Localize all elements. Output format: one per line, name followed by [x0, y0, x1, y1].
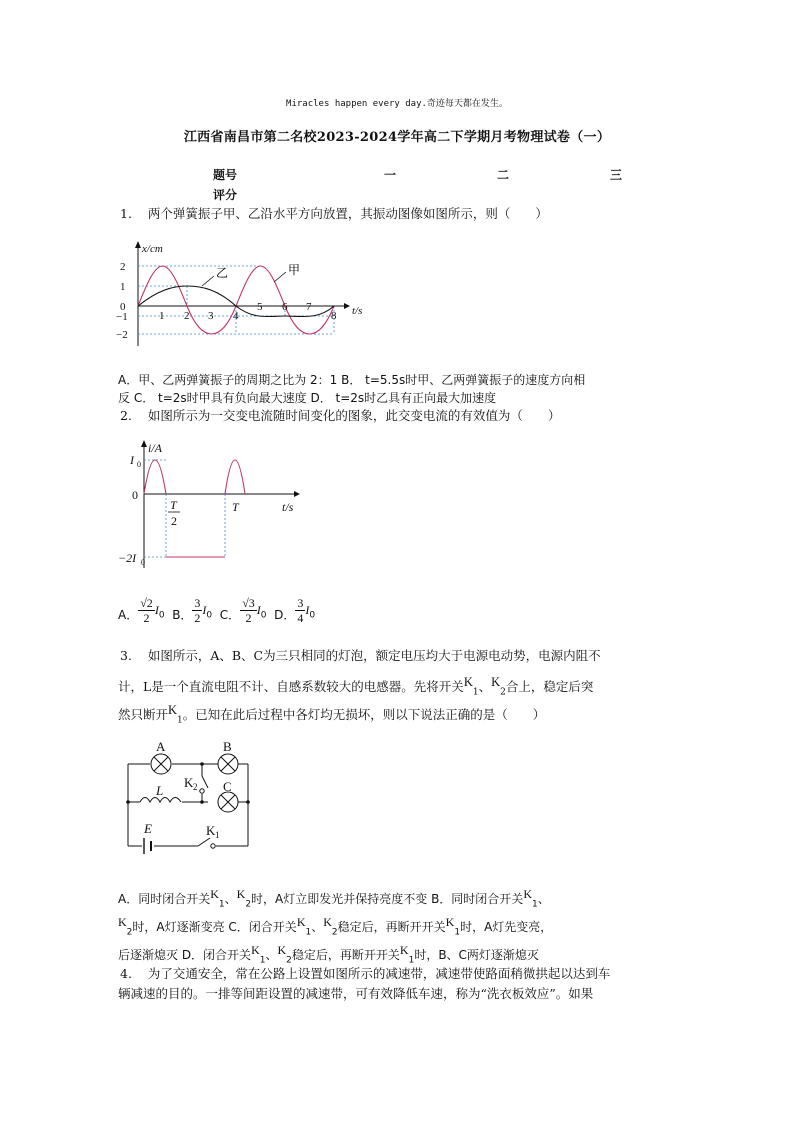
- k1-label: K: [206, 823, 216, 838]
- q3-number: 3.: [120, 648, 132, 663]
- label-jia: 甲: [288, 263, 301, 277]
- q3-options-line3: 后逐渐熄灭 D．闭合开关$K_1$、$K_2$稳定后，再断开开关$K_1$时，B、C两灯逐渐熄灭: [118, 943, 539, 966]
- x-tick-2: 2: [184, 310, 190, 322]
- y-tick-neg1: −1: [116, 311, 128, 323]
- q2-option-d-label: D．: [274, 608, 296, 623]
- score-row-label: 评分: [213, 188, 238, 202]
- y-tick-2: 2: [120, 261, 126, 273]
- y-tick-0: 0: [120, 301, 126, 313]
- q1-stem: [120, 204, 548, 224]
- battery-label: E: [144, 821, 152, 836]
- q2-current-graph: [118, 438, 308, 578]
- q2-neg-label: −2I: [118, 551, 137, 565]
- page-title: 江西省南昌市第二名校2023-2024学年高二下学期月考物理试卷（一）: [183, 130, 611, 145]
- x-tick-7: 7: [306, 301, 312, 313]
- k2-sub: 2: [193, 782, 198, 792]
- q2-T-label: T: [232, 500, 239, 514]
- q2-origin: 0: [132, 488, 138, 502]
- q2-option-c: $\frac{√3}{2}$: [242, 596, 255, 625]
- q2-stem-text: 如图所示为一交变电流随时间变化的图象，此交变电流的有效值为（ ）: [147, 408, 561, 423]
- x-tick-4: 4: [233, 310, 239, 322]
- x-axis-label: t/s: [352, 305, 363, 317]
- motto: Miracles happen every day.奇迹每天都在发生。: [286, 99, 508, 109]
- label-yi: 乙: [216, 266, 229, 280]
- q2-option-c-label: C．: [219, 608, 241, 623]
- x-tick-1: 1: [159, 310, 165, 322]
- q3-circuit-diagram: [120, 738, 260, 856]
- q1-options-line2: 反 C． t=2s时甲具有负向最大速度 D． t=2s时乙具有正向最大加速度: [118, 391, 497, 405]
- q2-option-a: $\frac{√2}{2}$: [140, 596, 153, 625]
- q2-neg-sub: 0: [141, 558, 145, 567]
- q2-half-num: T: [170, 498, 177, 512]
- q3-options-line1: A．同时闭合开关$K_1$、$K_2$时，A灯立即发光并保持亮度不变 B．同时闭合开关$K_1$、: [118, 887, 550, 910]
- y-tick-neg2: −2: [116, 329, 128, 341]
- x-tick-3: 3: [208, 310, 214, 322]
- q3-line2: 计，L是一个直流电阻不计、自感系数较大的电感器。先将开关$K_1$、$K_2$合上，稳定后突: [118, 675, 594, 698]
- bulb-a-label: A: [156, 739, 166, 754]
- q3-line1: 3. 如图所示，A、B、C为三只相同的灯泡，额定电压均大于电源电动势，电源内阻不: [120, 648, 601, 663]
- inductor-label: L: [156, 783, 164, 798]
- q2-half-den: 2: [171, 514, 177, 528]
- q2-number: 2.: [120, 408, 132, 423]
- score-col-3: 三: [610, 168, 623, 182]
- bulb-b-label: B: [223, 739, 232, 754]
- x-tick-5: 5: [257, 301, 263, 313]
- q2-option-b: $\frac{3}{2}$: [194, 596, 201, 625]
- bulb-c-label: C: [223, 779, 232, 794]
- q2-y-axis-label: i/A: [148, 441, 162, 455]
- q1-vibration-graph: [116, 238, 363, 350]
- k1-sub: 1: [215, 830, 220, 840]
- q4-line1: 4. 为了交通安全，常在公路上设置如图所示的减速带，减速带使路面稍微拱起以达到车: [120, 966, 611, 981]
- q1-options-line1: A．甲、乙两弹簧振子的周期之比为 2：1 B． t=5.5s时甲、乙两弹簧振子的速度方向相: [118, 373, 586, 387]
- q3-line3: 然只断开$K_1$。已知在此后过程中各灯均无损坏，则以下说法正确的是（ ）: [118, 703, 546, 726]
- q4-line2: 辆减速的目的。一排等间距设置的减速带，可有效降低车速，称为“洗衣板效应”。如果: [118, 986, 594, 1001]
- q3-options-line2: $K_2$时，A灯逐渐变亮 C．闭合开关$K_1$、$K_2$稳定后，再断开开关$K_1$时，A灯先变亮，: [118, 915, 553, 938]
- q2-option-a-label: A．: [118, 608, 139, 623]
- y-tick-1: 1: [120, 281, 126, 293]
- q4-number: 4.: [120, 966, 132, 981]
- q2-i0-sub: 0: [137, 460, 141, 469]
- q2-x-axis-label: t/s: [282, 500, 294, 514]
- x-tick-8: 8: [331, 310, 337, 322]
- k2-label: K: [184, 775, 194, 790]
- q2-option-b-label: B．: [172, 608, 193, 623]
- score-col-1: 一: [384, 168, 397, 182]
- score-col-2: 二: [497, 168, 510, 182]
- x-tick-6: 6: [282, 301, 288, 313]
- q1-stem-text: 两个弹簧振子甲、乙沿水平方向放置，其振动图像如图所示，则（ ）: [147, 206, 548, 221]
- q2-i0: I: [130, 453, 134, 467]
- y-axis-label: x/cm: [142, 243, 163, 255]
- q2-stem: [120, 406, 560, 426]
- q2-option-d: $\frac{3}{4}$: [297, 596, 304, 625]
- q1-number: 1.: [120, 206, 132, 221]
- q2-options: A． $\frac{√2}{2}$ $I_0$ B． $\frac{3}{2}$ $I_0$ C． $\frac{√3}{2}$ $I_0$ D． $\frac{3}{4}$ $I_0$: [118, 596, 316, 625]
- score-col-label: 题号: [213, 168, 238, 182]
